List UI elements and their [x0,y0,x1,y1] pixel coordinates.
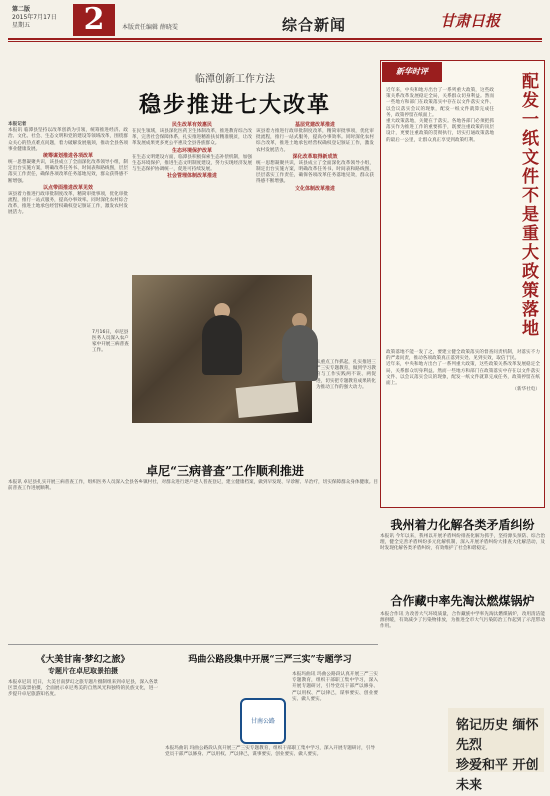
section-title: 综合新闻 [282,16,347,34]
lead-headline: 稳步推进七大改革 [138,92,331,118]
lead-body-2: 统一思想凝聚共识，该县成立了全面深化改革领导小组，制定出台实施方案，明确改革任务书、时间表和路线图，层层落实工作责任，确保各项改革任务落地见效，群众获得感不断增强。 [8,160,128,184]
header-rule-thin [8,41,542,42]
editor-credit: 本版责任编辑 薛晓雯 [122,24,178,31]
commentary-title: 配发一纸文件不是重大政策落地 [518,72,538,338]
story6-body-cont: 本报玛曲讯 玛曲公路段认真开展三严三实专题教育，组织干部职工集中学习，深入开展专题研讨，引导党员干部严以修身、严以用权、严以律己，谋事要实、创业要实、做人要实。 [292,672,378,702]
story5-headline: 《大美甘南·梦幻之旅》 [36,655,130,665]
header-rule [8,38,542,40]
slogan-line-2: 珍爱和平 开创未来 [456,758,539,793]
lead-body-5: 在生态文明建设方面，临潭县积极探索生态补偿机制，加强生态环境保护，推进生态文明制度建设，努力实现经济发展与生态保护协调统一，促进可持续发展。 [132,154,252,173]
photo-figure-2 [282,325,318,381]
story6-body: 本报玛曲讯 玛曲公路段认真开展三严三实专题教育，组织干部职工集中学习，深入开展专题研讨，引导党员干部严以修身、严以用权、严以律己，谋事要实、创业要实、做人要实。 [165,746,375,758]
lead-subhead-2: 以点带面推进改革见效 [42,184,93,191]
story2-body: 本报讯 今年以来，我州以开展矛盾纠纷排查化解为抓手，坚持源头预防、综合治理，健全完善矛盾纠纷多元化解机制，深入开展矛盾纠纷大排查大化解活动，及时发现化解各类矛盾纠纷，有效维护了社会和谐稳定。 [380,534,545,552]
story6-headline: 玛曲公路段集中开展“三严三实”专题学习 [188,655,352,665]
page-number: 2 [73,4,115,36]
newspaper-logo: 甘肃日报 [440,12,501,30]
photo-document [236,382,299,418]
lead-body-3: 该县着力推进行政审批制度改革，精简审批事项，优化审批流程，推行一站式服务，提高办事效率。同时深化农村综合改革，推进土地承包经营权确权登记颁证工作，激发农村发展活力。 [8,191,128,216]
issue-date: 2015年7月17日 [12,14,57,21]
story3-headline: 卓尼“三病普查”工作顺利推进 [146,464,304,478]
photo-figure-1 [202,315,242,375]
weekday: 星期五 [12,22,31,29]
lead-subhead-7: 深化改革取得新成效 [292,153,338,160]
section-divider [8,644,378,645]
lead-body-4: 在民生领域，该县深化医药卫生体制改革，推进教育综合改革，完善社会保障体系，扎实推进精准扶贫精准脱贫，让改革发展成果更多更公平惠及全县各族群众。 [132,129,252,147]
slogan-line-1: 铭记历史 缅怀先烈 [456,718,539,753]
lead-body-2b: 统一思想凝聚共识，该县成立了全面深化改革领导小组，制定出台实施方案，明确改革任务书、时间表和路线图，层层落实工作责任，确保各项改革任务落地见效，群众获得感不断增强。 [256,160,374,185]
story4-headline: 合作藏中率先淘汰燃煤锅炉 [390,594,535,608]
lead-subhead-4: 生态环境保护改革 [171,147,212,154]
story3-body: 本报讯 卓尼县扎实开展三病普查工作，组织医务人员深入全县各乡镇村社，对群众进行逐户逐人普查登记，建立健康档案，做到早发现、早诊断、早治疗，切实保障群众身体健康。目前普查工作进展顺利。 [8,480,378,492]
commentary-body-2: 重大政策落地，关键在于落实。各地各部门必须把抓落实作为推进工作的重要抓手，既要注重政策的顶层设计，更要注重政策的贯彻执行，切实打通政策落地的最后一公里，让群众真正享受到政策红利。 [386,119,494,143]
edition-label: 第二版 [12,6,31,13]
story5-body: 本报卓尼讯 近日，大美甘南梦幻之旅专题片摄制组来到卓尼县，深入各景区景点取景拍摄，全面展示卓尼秀美的自然风光和独特的民族文化，进一步提升卓尼旅游知名度。 [8,680,158,698]
lead-column-2 [132,122,252,272]
lead-byline: 本报记者 [8,122,27,127]
commentary-body-3: 政策落地不能一发了之，要建立健全政策落实的督查问责机制，对落实不力的严肃问责，推动各项政策真正落到实处、见到实效，取信于民。 [386,350,540,362]
commentary-author: （新华社电） [512,387,540,393]
lead-subhead-8: 文化体制改革推进 [294,185,335,192]
story2-headline: 我州着力化解各类矛盾纠纷 [390,518,535,532]
slogan-box [448,708,544,793]
commentary-body-1b: 近年来，中央和地方出台了一系列重大政策，这些政策关系改革发展稳定全局，关系群众切身利益。然而一些地方和部门在政策落实中存在以文件落实文件、以会议落实会议的现象，配发一纸文件就算完成任务，政策停留在纸面上。 [386,362,540,387]
lead-subhead-6: 基层党建改革推进 [294,122,335,128]
lead-subhead-1: 统筹谋划推进各项改革 [42,153,93,160]
highway-logo-text: 甘南公路 [250,718,275,725]
lead-column-3 [256,122,374,272]
commentary-body-1: 近年来，中央和地方出台了一系列重大政策，这些政策关系改革发展稳定全局，关系群众切身利益。然而一些地方和部门在政策落实中存在以文件落实文件、以会议落实会议的现象，配发一纸文件就算完成任务，政策停留在纸面上。 [386,88,494,118]
commentary-column-2 [386,350,540,500]
lead-subhead-5: 社会管理体制改革推进 [166,173,217,180]
lead-body-3b: 该县着力推进行政审批制度改革，精简审批事项，优化审批流程，推行一站式服务，提高办事效率。同时深化农村综合改革，推进土地承包经营权确权登记颁证工作，激发农村发展活力。 [256,129,374,153]
story7-body: 从重点工作抓起，扎实推进三严三实专题教育，做到学习教育与工作实践两不误、两促进，切实把专题教育成果转化为推动工作的强大动力。 [316,360,376,390]
lead-body-1: 本报讯 临潭县坚持以改革创新为引领，统筹推进经济、政治、文化、社会、生态文明和党的建设等领域改革，围绕群众关心的热点难点问题，着力破解发展瓶颈，推动全县各项事业健康发展。 [8,128,128,152]
highway-logo [240,698,286,744]
photo-caption: 7月16日，卓尼县医务人员深入农户家中开展三病普查工作。 [92,330,129,353]
commentary-column-1 [386,88,494,348]
lead-subhead-3: 民生改革有效惠民 [171,122,212,128]
news-photo [132,275,312,423]
lead-column-1 [8,122,128,332]
edition-info [12,6,72,34]
lead-kicker: 临潭创新工作方法 [195,74,275,85]
story5-subhead: 专题片在卓尼取景拍摄 [48,667,118,675]
commentary-banner: 新华时评 [382,62,442,82]
story4-body: 本报合作讯 为改善大气环境质量，合作藏族中学率先淘汰燃煤锅炉，改用清洁能源供暖，有效减少了污染物排放，为推进全市大气污染防治工作起到了示范带动作用。 [380,612,545,630]
